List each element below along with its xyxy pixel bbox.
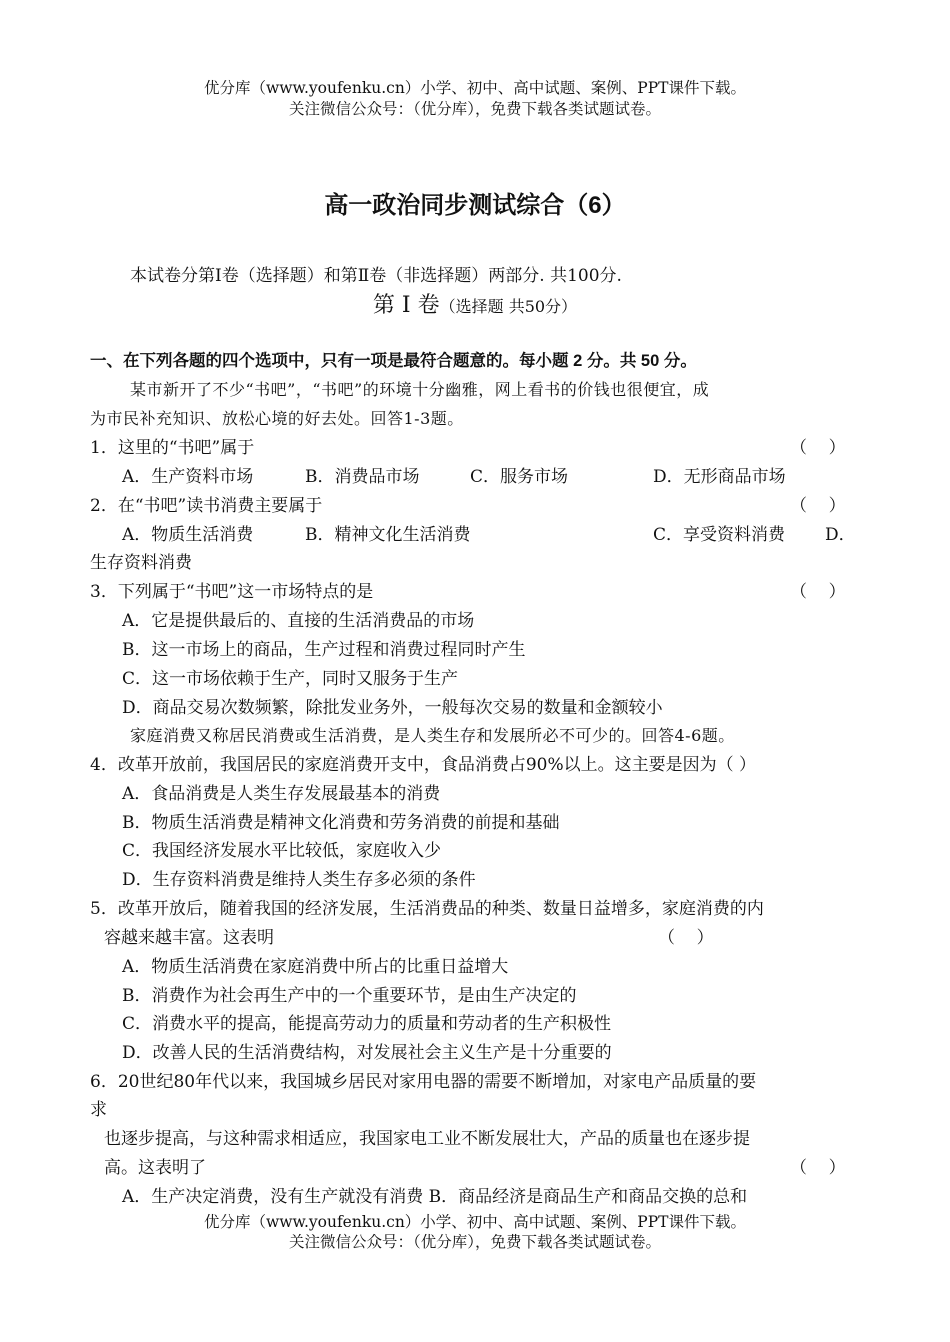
volume-main: 第 Ⅰ 卷 xyxy=(372,293,440,318)
question-5-answer-blank: （ ） xyxy=(658,928,714,948)
header-line-1: 优分库（www.youfenku.cn）小学、初中、高中试题、案例、PPT课件下载。 xyxy=(203,79,747,97)
header-line-2: 关注微信公众号：（优分库），免费下载各类试题试卷。 xyxy=(288,100,661,118)
question-2-stem: 2．在“书吧”读书消费主要属于 xyxy=(90,496,323,516)
q2-option-a: A．物质生活消费 xyxy=(122,525,254,545)
footer-line-2: 关注微信公众号：（优分库），免费下载各类试题试卷。 xyxy=(288,1233,661,1251)
q1-option-d: D．无形商品市场 xyxy=(653,467,786,487)
question-6-answer-blank: （ ） xyxy=(790,1158,846,1178)
volume-note: （选择题 共50分） xyxy=(439,297,578,316)
q4-option-b: B．物质生活消费是精神文化消费和劳务消费的前提和基础 xyxy=(122,813,560,833)
question-1-stem: 1．这里的“书吧”属于 xyxy=(90,438,255,458)
question-5-stem-line-2: 容越来越丰富。这表明 xyxy=(104,928,274,948)
q4-option-a: A．食品消费是人类生存发展最基本的消费 xyxy=(122,784,441,804)
q2-option-c: C．享受资料消费 xyxy=(653,525,786,545)
q4-option-c: C．我国经济发展水平比较低，家庭收入少 xyxy=(122,841,442,861)
q6-options-a-b: A．生产决定消费，没有生产就没有消费 B．商品经济是商品生产和商品交换的总和 xyxy=(122,1187,748,1207)
question-4-stem: 4．改革开放前，我国居民的家庭消费开支中，食品消费占90%以上。这主要是因为（ ） xyxy=(90,755,757,775)
q5-option-a: A．物质生活消费在家庭消费中所占的比重日益增大 xyxy=(122,957,509,977)
q2-option-b: B．精神文化生活消费 xyxy=(305,525,471,545)
question-2-answer-blank: （ ） xyxy=(790,496,846,516)
question-3-answer-blank: （ ） xyxy=(790,582,846,602)
q3-option-a: A．它是提供最后的、直接的生活消费品的市场 xyxy=(122,611,475,631)
footer-line-1: 优分库（www.youfenku.cn）小学、初中、高中试题、案例、PPT课件下载。 xyxy=(203,1213,747,1231)
section-heading: 一、在下列各题的四个选项中，只有一项是最符合题意的。每小题 2 分。共 50 分。 xyxy=(90,352,697,370)
passage-1-line-1: 某市新开了不少“书吧”，“书吧”的环境十分幽雅，网上看书的价钱也很便宜，成 xyxy=(130,380,710,399)
q2-option-d-tail: 生存资料消费 xyxy=(90,553,192,573)
q5-option-c: C．消费水平的提高，能提高劳动力的质量和劳动者的生产积极性 xyxy=(122,1014,612,1034)
question-3-stem: 3．下列属于“书吧”这一市场特点的是 xyxy=(90,582,374,602)
q1-option-c: C．服务市场 xyxy=(470,467,569,487)
question-6-stem-line-2: 求 xyxy=(90,1100,107,1120)
question-5-stem-line-1: 5．改革开放后，随着我国的经济发展，生活消费品的种类、数量日益增多，家庭消费的内 xyxy=(90,899,764,919)
question-1-answer-blank: （ ） xyxy=(790,438,846,458)
question-6-stem-line-1: 6．20世纪80年代以来，我国城乡居民对家用电器的需要不断增加，对家电产品质量的要 xyxy=(90,1072,757,1092)
volume-heading xyxy=(0,292,950,321)
q1-option-a: A．生产资料市场 xyxy=(122,467,254,487)
question-6-stem-line-3: 也逐步提高，与这种需求相适应，我国家电工业不断发展壮大，产品的质量也在逐步提 xyxy=(104,1129,750,1149)
page-title: 高一政治同步测试综合（6） xyxy=(324,192,626,219)
q3-option-b: B．这一市场上的商品，生产过程和消费过程同时产生 xyxy=(122,640,526,660)
intro-text: 本试卷分第Ⅰ卷（选择题）和第Ⅱ卷（非选择题）两部分. 共100分. xyxy=(130,266,622,286)
q4-option-d: D．生存资料消费是维持人类生存多必须的条件 xyxy=(122,870,476,890)
q5-option-b: B．消费作为社会再生产中的一个重要环节，是由生产决定的 xyxy=(122,986,577,1006)
q1-option-b: B．消费品市场 xyxy=(305,467,420,487)
passage-1-line-2: 为市民补充知识、放松心境的好去处。回答1-3题。 xyxy=(90,409,464,428)
q5-option-d: D．改善人民的生活消费结构，对发展社会主义生产是十分重要的 xyxy=(122,1043,612,1063)
q3-option-c: C．这一市场依赖于生产，同时又服务于生产 xyxy=(122,669,459,689)
question-6-stem-line-4: 高。这表明了 xyxy=(104,1158,206,1178)
passage-2: 家庭消费又称居民消费或生活消费，是人类生存和发展所必不可少的。回答4-6题。 xyxy=(130,726,735,745)
q2-option-d-head: D． xyxy=(825,525,856,545)
q3-option-d: D．商品交易次数频繁，除批发业务外，一般每次交易的数量和金额较小 xyxy=(122,698,663,718)
